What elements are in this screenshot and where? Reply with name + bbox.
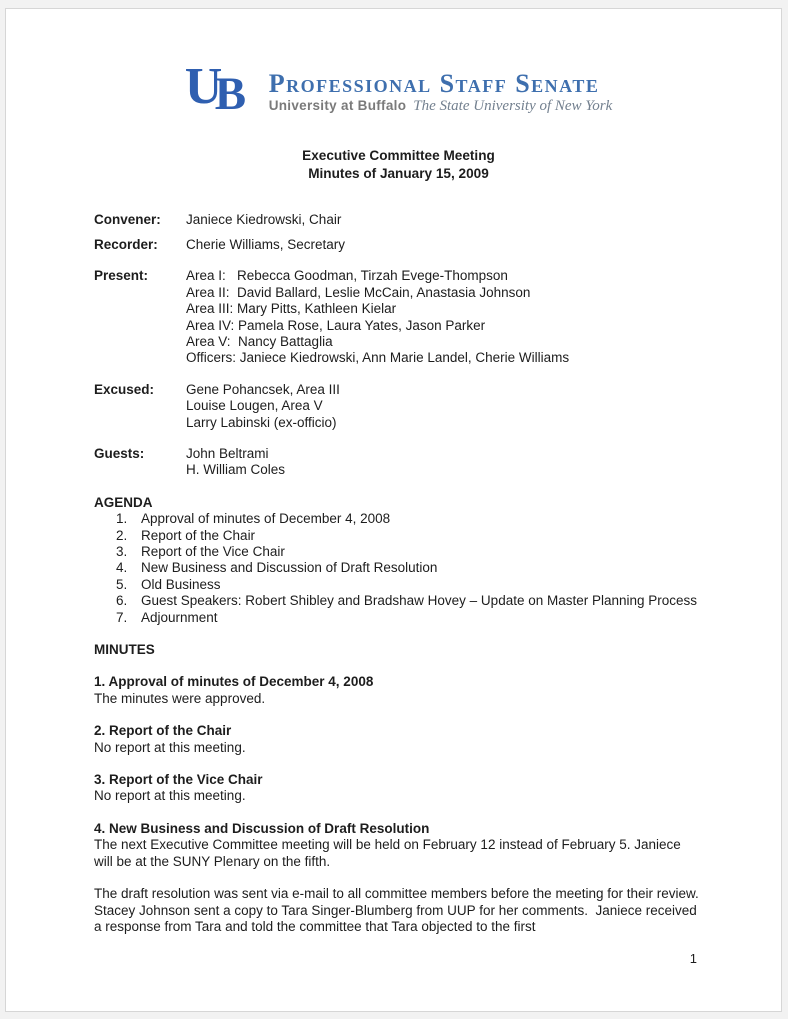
ub-monogram-icon: [184, 58, 263, 123]
present-line: Area III: Mary Pitts, Kathleen Kielar: [186, 301, 397, 317]
excused-line: Louise Lougen, Area V: [186, 398, 323, 414]
agenda-item-number: 3.: [116, 544, 128, 559]
excused-list: [186, 382, 340, 431]
present-line: Area V: Nancy Battaglia: [186, 333, 333, 349]
agenda-item-text: Approval of minutes of December 4, 2008: [141, 511, 391, 527]
document-content: [6, 58, 781, 935]
page-number: 1: [689, 950, 697, 966]
logo-university-name: University at Buffalo: [268, 98, 407, 113]
agenda-item: [94, 528, 703, 544]
agenda-item-text: Guest Speakers: Robert Shibley and Bradshaw Hovey – Update on Master Planning Process: [141, 593, 698, 609]
agenda-item: [94, 560, 703, 576]
minutes-item-2: [94, 723, 703, 756]
agenda-item-text: Old Business: [141, 576, 221, 592]
agenda-item: [94, 593, 703, 609]
minutes-item-1: [94, 674, 703, 707]
minutes-heading: MINUTES: [94, 642, 155, 658]
excused-block: [94, 382, 703, 431]
meeting-title: Executive Committee Meeting: [302, 148, 495, 163]
minutes-item-paragraph: The minutes were approved.: [94, 690, 266, 706]
minutes-item-paragraph: The next Executive Committee meeting will be held on February 12 instead of February 5. Janiece will be at the SUNY Plenary on the fifth.: [94, 837, 685, 869]
convener-row: [94, 212, 703, 228]
minutes-item-heading: 1. Approval of minutes of December 4, 2008: [94, 674, 374, 690]
present-block: [94, 268, 703, 366]
ub-logo: [94, 58, 703, 123]
agenda-item-text: Adjournment: [141, 609, 218, 625]
logo-org-name: Professional Staff Senate: [268, 69, 600, 98]
minutes-item-heading: 2. Report of the Chair: [94, 723, 232, 739]
attendance-section: [94, 212, 703, 479]
minutes-section: [94, 642, 707, 935]
present-list: [186, 268, 569, 366]
agenda-item: [94, 511, 703, 527]
excused-line: Gene Pohancsek, Area III: [186, 381, 340, 397]
document-page: [5, 8, 782, 1012]
present-line: Officers: Janiece Kiedrowski, Ann Marie Landel, Cherie Williams: [186, 350, 570, 366]
recorder-row: [94, 237, 703, 253]
present-line: Area IV: Pamela Rose, Laura Yates, Jason Parker: [186, 317, 486, 333]
agenda-item-number: 2.: [116, 527, 128, 543]
minutes-item-paragraph: No report at this meeting.: [94, 739, 246, 755]
agenda-item-number: 7.: [116, 609, 128, 625]
agenda-item-number: 6.: [116, 593, 128, 609]
guest-line: H. William Coles: [186, 462, 286, 478]
guests-list: [186, 446, 285, 479]
guests-block: [94, 446, 703, 479]
ub-monogram-u: U: [184, 58, 223, 115]
logo-subline: [269, 98, 613, 114]
minutes-item-heading: 3. Report of the Vice Chair: [94, 772, 263, 788]
present-line: Area II: David Ballard, Leslie McCain, Anastasia Johnson: [186, 284, 531, 300]
guest-line: John Beltrami: [186, 445, 269, 461]
agenda-item: [94, 610, 703, 626]
minutes-item-paragraph: The draft resolution was sent via e-mail to all committee members before the meeting for their review. Stacey Johnson sent a copy to Tara Singer-Blumberg from UUP for her comments. Janiece received a response from Tara and told the committee that Tara objected to the first: [94, 886, 707, 934]
meeting-title-block: [94, 147, 703, 183]
present-line: Area I: Rebecca Goodman, Tirzah Evege-Thompson: [186, 268, 508, 284]
agenda-item-text: New Business and Discussion of Draft Resolution: [141, 560, 438, 576]
minutes-item-heading: 4. New Business and Discussion of Draft Resolution: [94, 820, 430, 836]
meeting-subtitle: Minutes of January 15, 2009: [308, 166, 489, 181]
agenda-item: [94, 544, 703, 560]
agenda-item-number: 1.: [116, 511, 128, 527]
agenda-item-text: Report of the Chair: [141, 527, 256, 543]
guests-label: Guests:: [94, 445, 145, 461]
excused-label: Excused:: [94, 381, 155, 397]
present-label: Present:: [94, 268, 149, 284]
agenda-item: [94, 577, 703, 593]
minutes-item-4: [94, 820, 707, 935]
logo-tagline: The State University of New York: [413, 98, 613, 114]
recorder-value: Cherie Williams, Secretary: [186, 236, 346, 252]
ub-monogram-b: B: [214, 68, 247, 120]
minutes-item-paragraph: No report at this meeting.: [94, 788, 246, 804]
excused-line: Larry Labinski (ex-officio): [186, 414, 337, 430]
agenda-section: [94, 495, 703, 626]
convener-label: Convener:: [94, 212, 161, 227]
convener-value: Janiece Kiedrowski, Chair: [186, 212, 342, 227]
logo-text-block: [269, 71, 613, 114]
agenda-item-text: Report of the Vice Chair: [141, 544, 285, 559]
minutes-item-3: [94, 772, 703, 805]
recorder-label: Recorder:: [94, 236, 158, 252]
agenda-item-number: 4.: [116, 560, 128, 576]
agenda-item-number: 5.: [116, 576, 128, 592]
agenda-heading: AGENDA: [94, 494, 153, 510]
